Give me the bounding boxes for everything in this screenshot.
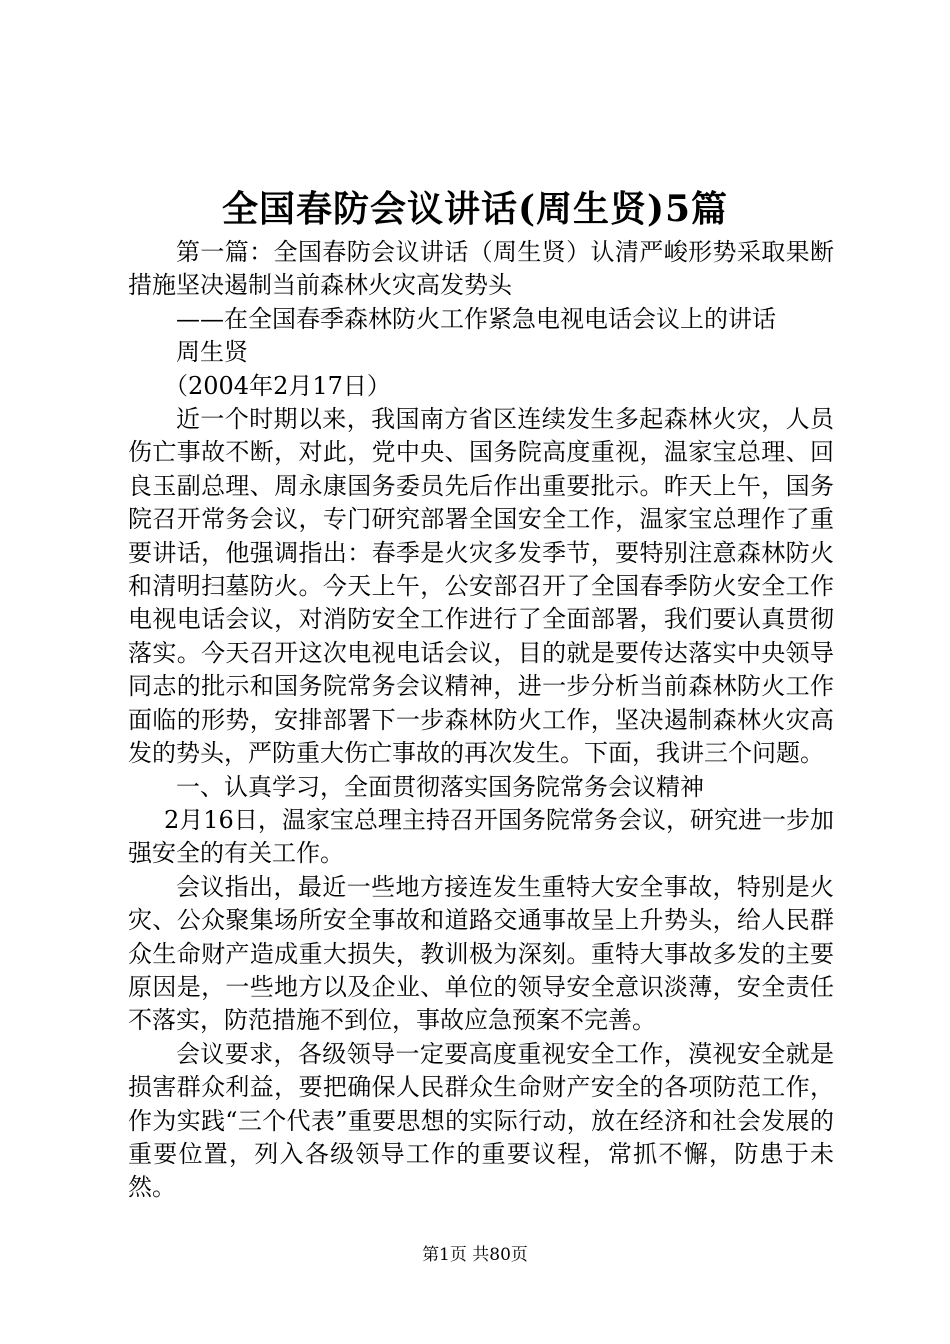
paragraph-section-heading: 一、认真学习，全面贯彻落实国务院常务会议精神	[176, 772, 704, 801]
paragraph-meeting-requirements: 会议要求，各级领导一定要高度重视安全工作，漠视安全就是损害群众利益，要把确保人民群众生命财产安全的各项防范工作，作为实践“三个代表”重要思想的实际行动，放在经济和社会发展的重要位置，列入各级领导工作的重要议程，常抓不懈，防患于未然。	[128, 1039, 834, 1202]
document-title: 全国春防会议讲话(周生贤)5篇	[221, 188, 729, 230]
page-footer: 第1页 共80页	[422, 1245, 528, 1265]
paragraph-chapter-heading: 第一篇：全国春防会议讲话（周生贤）认清严峻形势采取果断措施坚决遏制当前森林火灾高发势头	[128, 238, 834, 300]
paragraph-meeting-date: 2月16日，温家宝总理主持召开国务院常务会议，研究进一步加强安全的有关工作。	[128, 805, 834, 868]
paragraph-date: （2004年2月17日）	[164, 371, 391, 400]
paragraph-meeting-points: 会议指出，最近一些地方接连发生重特大安全事故，特别是火灾、公众聚集场所安全事故和道路交通事故呈上升势头，给人民群众生命财产造成重大损失，教训极为深刻。重特大事故多发的主要原因是，一些地方以及企业、单位的领导安全意识淡薄，安全责任不落实，防范措施不到位，事故应急预案不完善。	[128, 872, 834, 1035]
paragraph-subtitle: ——在全国春季森林防火工作紧急电视电话会议上的讲话	[176, 304, 776, 333]
paragraph-author: 周生贤	[176, 338, 248, 367]
paragraph-intro: 近一个时期以来，我国南方省区连续发生多起森林火灾，人员伤亡事故不断，对此，党中央、国务院高度重视，温家宝总理、回良玉副总理、周永康国务委员先后作出重要批示。昨天上午，国务院召开常务会议，专门研究部署全国安全工作，温家宝总理作了重要讲话，他强调指出：春季是火灾多发季节，要特别注意森林防火和清明扫墓防火。今天上午，公安部召开了全国春季防火安全工作电视电话会议，对消防安全工作进行了全面部署，我们要认真贯彻落实。今天召开这次电视电话会议，目的就是要传达落实中央领导同志的批示和国务院常务会议精神，进一步分析当前森林防火工作面临的形势，安排部署下一步森林防火工作，坚决遏制森林火灾高发的势头，严防重大伤亡事故的再次发生。下面，我讲三个问题。	[128, 405, 834, 768]
document-body	[128, 236, 834, 1205]
